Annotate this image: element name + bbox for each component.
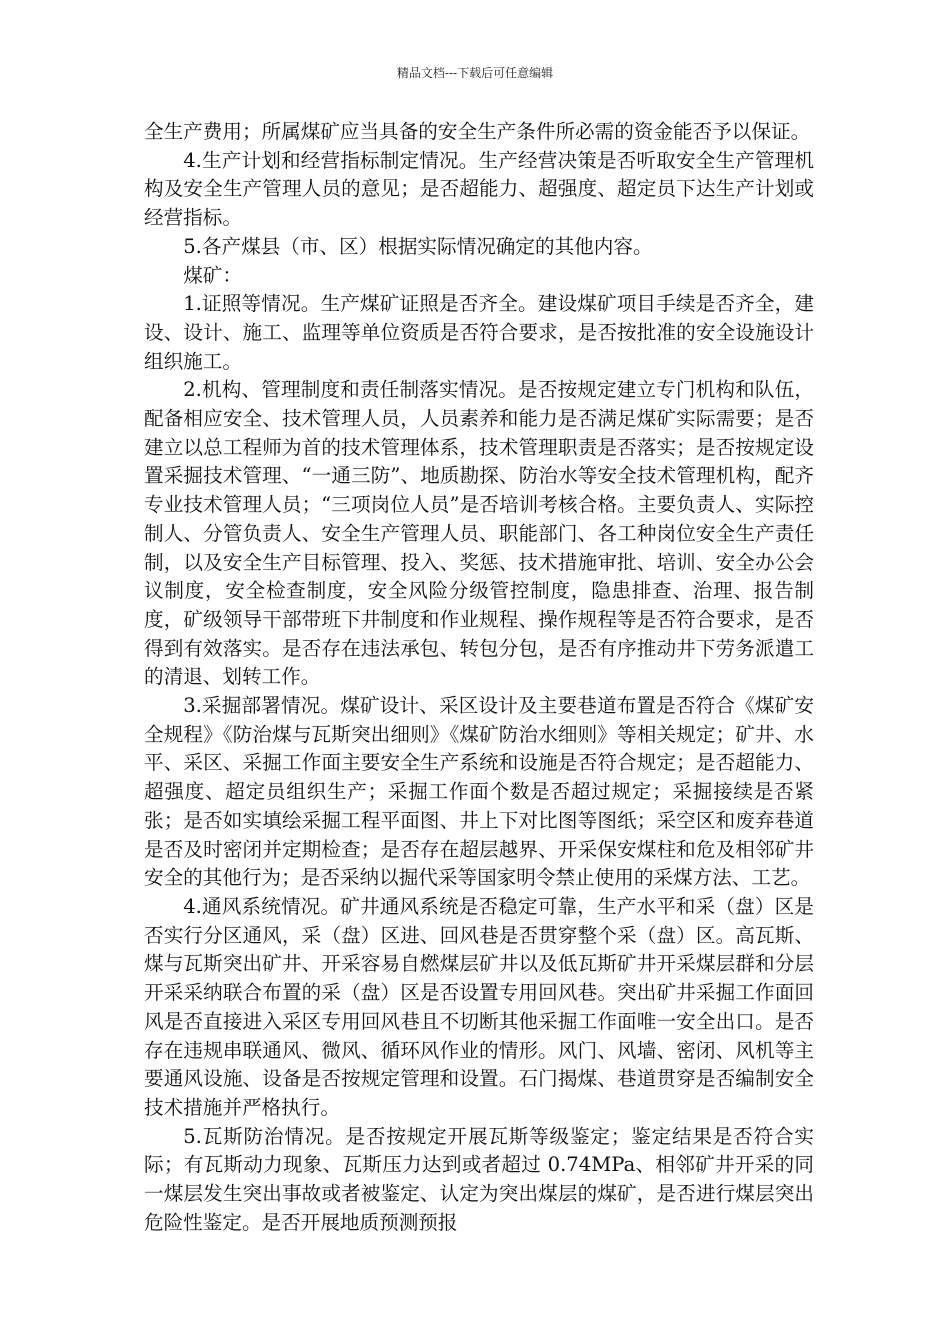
- document-body: [144, 118, 814, 1237]
- paragraph: 4.通风系统情况。矿井通风系统是否稳定可靠，生产水平和采（盘）区是否实行分区通风，采（盘）区进、回风巷是否贯穿整个采（盘）区。高瓦斯、煤与瓦斯突出矿井、开采容易自燃煤层矿井以及低瓦斯矿井开采煤层群和分层开采采纳联合布置的采（盘）区是否设置专用回风巷。突出矿井采掘工作面回风是否直接进入采区专用回风巷且不切断其他采掘工作面唯一安全出口。是否存在违规串联通风、微风、循环风作业的情形。风门、风墙、密闭、风机等主要通风设施、设备是否按规定管理和设置。石门揭煤、巷道贯穿是否编制安全技术措施并严格执行。: [144, 894, 814, 1119]
- paragraph: 全生产费用；所属煤矿应当具备的安全生产条件所必需的资金能否予以保证。: [144, 120, 811, 143]
- paragraph: 5.瓦斯防治情况。是否按规定开展瓦斯等级鉴定；鉴定结果是否符合实际；有瓦斯动力现象、瓦斯压力达到或者超过 0.74MPa、相邻矿井开采的同一煤层发生突出事故或者被鉴定、认定为突出煤层的煤矿，是否进行煤层突出危险性鉴定。是否开展地质预测预报: [144, 1124, 814, 1234]
- page-header: 精品文档---下载后可任意编辑: [396, 66, 554, 80]
- paragraph: 5.各产煤县（市、区）根据实际情况确定的其他内容。: [183, 234, 653, 258]
- paragraph: 1.证照等情况。生产煤矿证照是否齐全。建设煤矿项目手续是否齐全，建设、设计、施工、监理等单位资质是否符合要求，是否按批准的安全设施设计组织施工。: [144, 292, 814, 373]
- section-heading: 煤矿：: [183, 263, 242, 287]
- paragraph: 4.生产计划和经营指标制定情况。生产经营决策是否听取安全生产管理机构及安全生产管理人员的意见；是否超能力、超强度、超定员下达生产计划或经营指标。: [144, 148, 814, 230]
- paragraph: 3.采掘部署情况。煤矿设计、采区设计及主要巷道布置是否符合《煤矿安全规程》《防治煤与瓦斯突出细则》《煤矿防治水细则》等相关规定；矿井、水平、采区、采掘工作面主要安全生产系统和设施是否符合规定；是否超能力、超强度、超定员组织生产；采掘工作面个数是否超过规定；采掘接续是否紧张；是否如实填绘采掘工程平面图、井上下对比图等图纸；采空区和废弃巷道是否及时密闭并定期检查；是否存在超层越界、开采保安煤柱和危及相邻矿井安全的其他行为；是否采纳以掘代采等国家明令禁止使用的采煤方法、工艺。: [144, 694, 814, 890]
- paragraph: 2.机构、管理制度和责任制落实情况。是否按规定建立专门机构和队伍，配备相应安全、技术管理人员，人员素养和能力是否满足煤矿实际需要；是否建立以总工程师为首的技术管理体系，技术管理职责是否落实；是否按规定设置采掘技术管理、“一通三防”、地质勘探、防治水等安全技术管理机构，配齐专业技术管理人员；“三项岗位人员”是否培训考核合格。主要负责人、实际控制人、分管负责人、安全生产管理人员、职能部门、各工种岗位安全生产责任制，以及安全生产目标管理、投入、奖惩、技术措施审批、培训、安全办公会议制度，安全检查制度，安全风险分级管控制度，隐患排查、治理、报告制度，矿级领导干部带班下井制度和作业规程、操作规程等是否符合要求，是否得到有效落实。是否存在违法承包、转包分包，是否有序推动井下劳务派遣工的清退、划转工作。: [144, 378, 814, 689]
